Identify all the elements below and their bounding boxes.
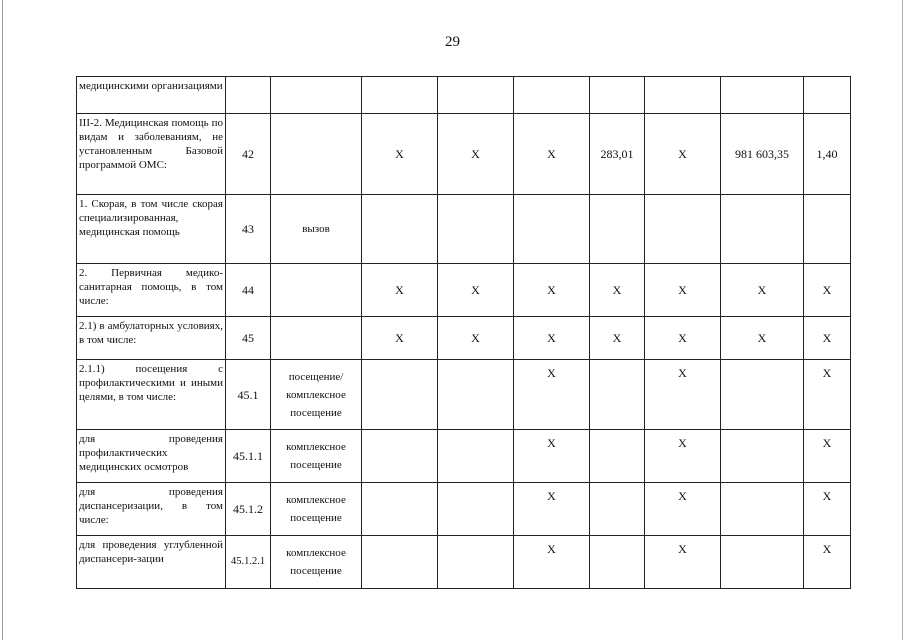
row-code	[226, 77, 271, 114]
row-name: для проведения профилактических медицинских осмотров	[79, 433, 223, 473]
row-value-col-3	[514, 195, 590, 264]
row-unit	[271, 317, 362, 360]
row-value-col-4: X	[590, 317, 645, 360]
row-value-col-2: X	[438, 264, 514, 317]
row-value-col-5: X	[645, 264, 721, 317]
row-name: для проведения диспансеризации, в том числе:	[79, 486, 223, 526]
row-unit	[271, 77, 362, 114]
table-row	[77, 195, 851, 264]
row-value-col-3: X	[514, 536, 590, 589]
row-value-col-4	[590, 77, 645, 114]
row-value-col-2	[438, 360, 514, 430]
table-row	[77, 536, 851, 589]
row-code: 42	[226, 114, 271, 195]
row-value-col-3: X	[514, 317, 590, 360]
page-edge-left	[2, 0, 3, 640]
row-unit: посещение/ комплексное посещение	[271, 360, 362, 430]
row-value-col-2: X	[438, 114, 514, 195]
row-value-col-4: 283,01	[590, 114, 645, 195]
row-code: 45.1	[226, 360, 271, 430]
data-table	[76, 76, 851, 589]
row-value-col-3: X	[514, 483, 590, 536]
row-value-col-7	[804, 195, 851, 264]
table-row	[77, 114, 851, 195]
table-row	[77, 77, 851, 114]
row-value-col-6	[721, 536, 804, 589]
row-name: для проведения углубленной диспансери-зации	[79, 539, 223, 565]
page-number: 29	[445, 34, 460, 50]
row-name: 1. Скорая, в том числе скорая специализированная, медицинская помощь	[79, 198, 223, 238]
row-unit: комплексное посещение	[271, 430, 362, 483]
row-value-col-6	[721, 77, 804, 114]
table-row	[77, 264, 851, 317]
row-value-col-1	[362, 430, 438, 483]
row-code: 45	[226, 317, 271, 360]
row-value-col-7	[804, 77, 851, 114]
row-value-col-6: X	[721, 317, 804, 360]
row-name: медицинскими организациями	[79, 80, 223, 92]
table-body	[77, 77, 851, 589]
row-value-col-6	[721, 360, 804, 430]
row-name-cell	[77, 317, 226, 360]
table-row	[77, 360, 851, 430]
row-name-cell	[77, 483, 226, 536]
row-name-cell	[77, 264, 226, 317]
row-value-col-7: X	[804, 360, 851, 430]
row-value-col-7: X	[804, 483, 851, 536]
row-value-col-1	[362, 360, 438, 430]
row-value-col-7: X	[804, 264, 851, 317]
row-unit: комплексное посещение	[271, 483, 362, 536]
page-edge-right	[902, 0, 903, 640]
row-value-col-3: X	[514, 430, 590, 483]
row-value-col-6	[721, 430, 804, 483]
row-value-col-2: X	[438, 317, 514, 360]
row-value-col-7: X	[804, 317, 851, 360]
row-name: 2.1) в амбулаторных условиях, в том числе:	[79, 320, 223, 346]
row-value-col-6	[721, 195, 804, 264]
row-name-cell	[77, 430, 226, 483]
row-code: 45.1.2	[226, 483, 271, 536]
row-code: 44	[226, 264, 271, 317]
row-value-col-3: X	[514, 264, 590, 317]
row-value-col-2	[438, 536, 514, 589]
row-value-col-1	[362, 483, 438, 536]
row-value-col-2	[438, 430, 514, 483]
row-value-col-4: X	[590, 264, 645, 317]
row-value-col-6: 981 603,35	[721, 114, 804, 195]
row-value-col-4	[590, 483, 645, 536]
row-name-cell	[77, 195, 226, 264]
row-value-col-5: X	[645, 317, 721, 360]
row-name: 2.1.1) посещения с профилактическими и иными целями, в том числе:	[79, 363, 223, 403]
row-unit	[271, 114, 362, 195]
row-value-col-5: X	[645, 114, 721, 195]
row-value-col-5: X	[645, 483, 721, 536]
row-value-col-5: X	[645, 536, 721, 589]
row-name-cell	[77, 114, 226, 195]
row-unit	[271, 264, 362, 317]
row-value-col-3: X	[514, 360, 590, 430]
row-name-cell	[77, 536, 226, 589]
row-value-col-4	[590, 195, 645, 264]
row-value-col-1	[362, 77, 438, 114]
row-value-col-2	[438, 77, 514, 114]
row-name-cell	[77, 77, 226, 114]
table-row	[77, 317, 851, 360]
row-value-col-5	[645, 77, 721, 114]
row-value-col-5: X	[645, 430, 721, 483]
row-value-col-2	[438, 195, 514, 264]
row-value-col-4	[590, 430, 645, 483]
row-value-col-7: X	[804, 536, 851, 589]
row-value-col-4	[590, 536, 645, 589]
row-value-col-7: 1,40	[804, 114, 851, 195]
row-name-cell	[77, 360, 226, 430]
row-value-col-3	[514, 77, 590, 114]
row-code: 43	[226, 195, 271, 264]
row-name: 2. Первичная медико-санитарная помощь, в том числе:	[79, 267, 223, 307]
row-value-col-7: X	[804, 430, 851, 483]
table-row	[77, 483, 851, 536]
row-value-col-4	[590, 360, 645, 430]
row-value-col-1: X	[362, 114, 438, 195]
row-value-col-3: X	[514, 114, 590, 195]
row-value-col-1	[362, 195, 438, 264]
row-unit: вызов	[271, 195, 362, 264]
row-value-col-5	[645, 195, 721, 264]
row-code: 45.1.1	[226, 430, 271, 483]
row-value-col-6	[721, 483, 804, 536]
row-code: 45.1.2.1	[226, 536, 271, 589]
row-unit: комплексное посещение	[271, 536, 362, 589]
table-row	[77, 430, 851, 483]
row-value-col-2	[438, 483, 514, 536]
row-value-col-1	[362, 536, 438, 589]
row-value-col-1: X	[362, 317, 438, 360]
row-value-col-5: X	[645, 360, 721, 430]
row-value-col-1: X	[362, 264, 438, 317]
row-name: III-2. Медицинская помощь по видам и заболеваниям, не установленным Базовой программой ОМС:	[79, 117, 223, 171]
row-value-col-6: X	[721, 264, 804, 317]
